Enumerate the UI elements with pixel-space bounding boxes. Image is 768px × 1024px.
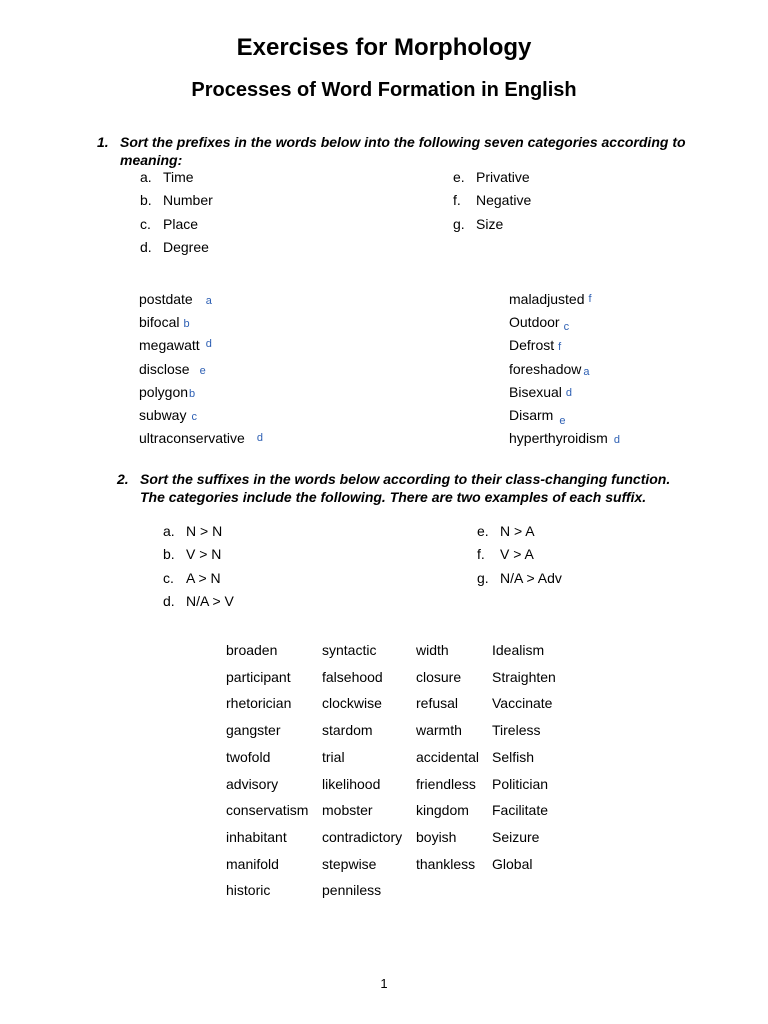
category-letter: b.: [140, 192, 152, 209]
handwritten-answer: a: [583, 365, 590, 378]
word-item: [139, 314, 190, 333]
category-letter: f.: [453, 192, 461, 209]
word-text: postdate: [139, 291, 193, 307]
category-letter: g.: [453, 215, 465, 232]
question-1-prompt: Sort the prefixes in the words below into the following seven categories according to meaning:: [120, 134, 686, 168]
word-grid-cell: syntactic: [322, 642, 377, 658]
word-text: Disarm: [509, 407, 554, 423]
word-grid-cell: twofold: [226, 748, 271, 765]
word-text: megawatt: [139, 337, 200, 354]
category-label: N > A: [500, 523, 535, 539]
word-grid-cell: Idealism: [492, 642, 545, 658]
word-grid-cell: Selfish: [492, 748, 535, 765]
word-item: [509, 314, 569, 333]
word-item: [139, 384, 195, 403]
handwritten-answer: f: [558, 341, 562, 354]
category-label: Place: [163, 215, 199, 232]
handwritten-answer: d: [205, 338, 212, 351]
question-2-number: 2.: [117, 471, 129, 487]
page-title: Exercises for Morphology: [236, 34, 532, 61]
category-label: Number: [163, 192, 213, 209]
page-number: 1: [380, 976, 388, 991]
category-label: Privative: [476, 169, 530, 185]
word-grid-cell: Global: [492, 855, 533, 872]
word-grid-cell: gangster: [226, 722, 281, 739]
word-grid-cell: accidental: [416, 748, 480, 765]
category-item: [477, 523, 535, 540]
word-grid-cell: advisory: [226, 775, 279, 792]
category-label: Negative: [476, 192, 532, 209]
category-letter: g.: [477, 569, 489, 586]
category-item: [477, 546, 534, 563]
handwritten-answer: e: [559, 415, 566, 427]
page-subtitle: Processes of Word Formation in English: [191, 79, 577, 101]
handwritten-answer: c: [563, 321, 570, 334]
category-item: [453, 216, 503, 233]
word-text: ultraconservative: [139, 430, 245, 447]
word-grid-cell: width: [416, 642, 449, 658]
category-label: V > N: [186, 546, 222, 563]
handwritten-answer: f: [588, 293, 592, 305]
word-item: [139, 361, 206, 380]
category-letter: e.: [453, 169, 465, 185]
word-grid-cell: contradictory: [322, 828, 403, 845]
question-1-number: 1.: [97, 134, 109, 150]
word-item: [509, 430, 620, 449]
category-letter: d.: [140, 238, 152, 255]
category-letter: d.: [163, 592, 175, 609]
category-item: [163, 523, 222, 540]
handwritten-answer: e: [199, 364, 206, 377]
word-grid-cell: Straighten: [492, 668, 556, 685]
word-grid-cell: refusal: [416, 695, 459, 712]
word-grid-cell: stardom: [322, 722, 373, 739]
category-letter: b.: [163, 546, 175, 563]
category-item: [453, 192, 531, 209]
category-label: Size: [476, 215, 504, 232]
word-grid-cell: boyish: [416, 828, 457, 845]
word-item: [509, 407, 565, 426]
word-grid-cell: friendless: [416, 775, 476, 792]
word-grid-cell: Politician: [492, 775, 549, 792]
word-text: disclose: [139, 360, 190, 377]
word-grid-cell: Facilitate: [492, 802, 549, 819]
handwritten-answer: d: [565, 386, 573, 399]
category-item: [453, 169, 530, 186]
word-grid-cell: stepwise: [322, 855, 377, 872]
word-grid-cell: rhetorician: [226, 695, 292, 712]
word-grid-cell: clockwise: [322, 695, 382, 712]
word-grid-cell: Tireless: [492, 722, 541, 739]
word-text: Bisexual: [509, 383, 562, 400]
category-label: N/A > Adv: [500, 569, 562, 586]
handwritten-answer: a: [205, 295, 212, 307]
word-item: [509, 337, 561, 356]
word-item: [139, 291, 212, 310]
word-grid-cell: warmth: [416, 722, 462, 739]
word-item: [509, 291, 592, 310]
word-text: Defrost: [509, 337, 555, 354]
category-letter: a.: [163, 523, 175, 539]
handwritten-answer: c: [191, 411, 197, 423]
word-grid-cell: Vaccinate: [492, 695, 553, 712]
word-grid-cell: mobster: [322, 802, 373, 819]
word-grid-cell: kingdom: [416, 802, 469, 819]
category-label: V > A: [500, 546, 534, 563]
word-grid-cell: conservatism: [226, 802, 309, 819]
handwritten-answer: d: [613, 434, 620, 447]
word-grid-cell: Seizure: [492, 828, 540, 845]
category-item: [163, 570, 221, 587]
category-item: [140, 216, 198, 233]
word-text: subway: [139, 407, 187, 423]
category-label: Time: [163, 169, 194, 185]
category-item: [163, 546, 221, 563]
handwritten-answer: b: [189, 387, 196, 400]
category-item: [477, 570, 562, 587]
word-item: [139, 430, 263, 449]
category-letter: e.: [477, 523, 489, 539]
word-grid-cell: likelihood: [322, 775, 381, 792]
word-text: Outdoor: [509, 314, 560, 331]
category-label: Degree: [163, 238, 209, 255]
word-grid-cell: trial: [322, 748, 345, 765]
word-grid-cell: thankless: [416, 855, 476, 872]
category-item: [163, 593, 234, 610]
category-letter: f.: [477, 546, 485, 563]
word-grid-cell: closure: [416, 668, 462, 685]
word-grid-cell: historic: [226, 882, 271, 899]
word-text: polygon: [139, 383, 189, 400]
word-text: foreshadow: [509, 360, 582, 377]
word-grid-cell: manifold: [226, 855, 279, 872]
word-item: [139, 407, 197, 426]
question-2-prompt: Sort the suffixes in the words below according to their class-changing function. The categories include the following. There are two examples of each suffix.: [140, 471, 671, 505]
category-letter: c.: [163, 569, 174, 586]
word-grid-cell: inhabitant: [226, 828, 287, 845]
word-grid-cell: participant: [226, 668, 291, 685]
handwritten-answer: d: [256, 432, 263, 445]
word-grid-cell: penniless: [322, 882, 382, 899]
word-text: hyperthyroidism: [509, 430, 608, 447]
category-letter: c.: [140, 215, 151, 232]
word-item: [509, 384, 572, 403]
word-item: [509, 361, 590, 380]
word-text: maladjusted: [509, 291, 585, 307]
word-grid-cell: broaden: [226, 642, 278, 658]
category-label: A > N: [186, 569, 221, 586]
category-label: N > N: [186, 523, 223, 539]
category-item: [140, 239, 209, 256]
category-label: N/A > V: [186, 592, 234, 609]
word-text: bifocal: [139, 314, 180, 331]
category-item: [140, 169, 194, 186]
category-item: [140, 192, 213, 209]
handwritten-answer: b: [183, 318, 190, 331]
word-grid-cell: falsehood: [322, 668, 383, 685]
category-letter: a.: [140, 169, 152, 185]
word-item: [139, 337, 212, 356]
